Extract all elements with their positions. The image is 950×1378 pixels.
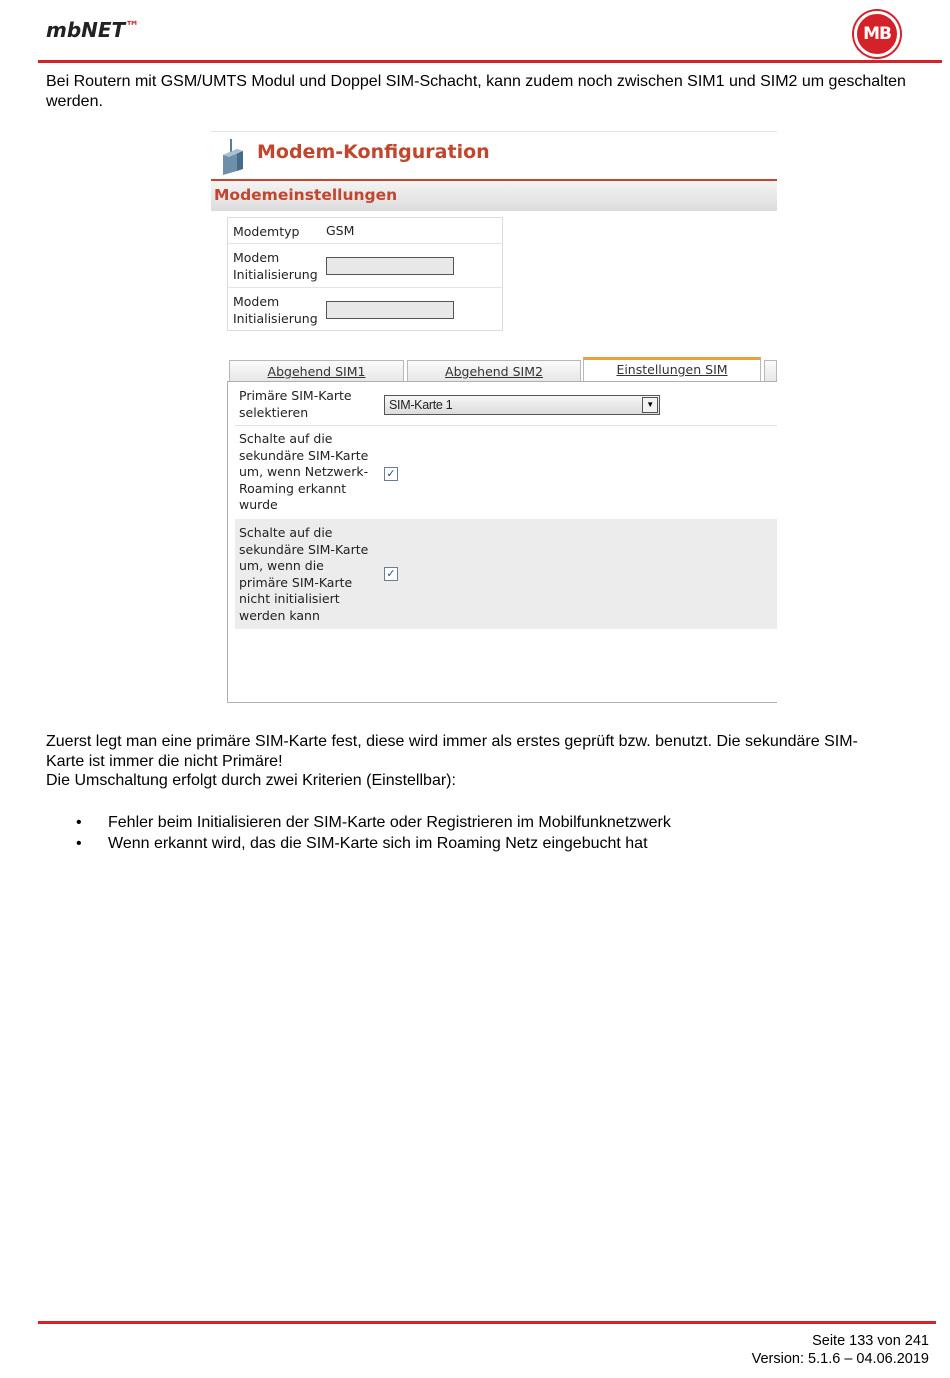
init-fail-label-line-4: primäre SIM-Karte bbox=[239, 574, 353, 590]
init-fail-label-line-2: sekundäre SIM-Karte bbox=[239, 541, 369, 557]
modem-icon bbox=[217, 137, 245, 175]
header-divider bbox=[38, 60, 942, 63]
init-fail-switch-label bbox=[239, 525, 379, 625]
tab-abgehend-sim1[interactable]: Abgehend SIM1 bbox=[229, 360, 404, 382]
primary-sim-label bbox=[239, 388, 379, 421]
init-fail-switch-row bbox=[235, 519, 777, 629]
primary-sim-label-line-1: Primäre SIM-Karte bbox=[239, 388, 352, 403]
explanation-line-2: Karte ist immer die nicht Primäre! bbox=[46, 752, 283, 770]
checkbox-check-icon: ✓ bbox=[386, 567, 396, 580]
primary-sim-label-line-2: selektieren bbox=[239, 404, 309, 420]
mbnet-logo bbox=[46, 18, 139, 42]
page-footer bbox=[752, 1332, 929, 1368]
modem-settings-table bbox=[227, 217, 503, 331]
roaming-label-line-3: um, wenn Netzwerk- bbox=[239, 464, 369, 480]
sim-tabs-panel bbox=[227, 357, 777, 703]
init-fail-switch-checkbox[interactable] bbox=[384, 567, 398, 581]
init-fail-label-line-3: um, wenn die bbox=[239, 558, 324, 574]
roaming-switch-label bbox=[239, 431, 379, 514]
modem-init-label-1-line-2: Initialisierung bbox=[233, 267, 318, 282]
modem-init-row-1 bbox=[228, 244, 502, 288]
tab-overflow[interactable] bbox=[764, 360, 777, 382]
list-item: • Fehler beim Initialisieren der SIM-Karte oder Registrieren im Mobilfunknetzwerk bbox=[46, 812, 671, 833]
modem-config-screenshot bbox=[211, 131, 777, 703]
list-item: • Wenn erkannt wird, das die SIM-Karte sich im Roaming Netz eingebucht hat bbox=[46, 833, 671, 854]
modem-init-row-2 bbox=[228, 288, 502, 331]
mb-badge-logo: MB bbox=[854, 11, 900, 57]
modem-init-label-1-line-1: Modem bbox=[233, 250, 280, 265]
logo-text: mbNET bbox=[46, 18, 126, 42]
init-fail-label-line-6: werden kann bbox=[239, 607, 320, 623]
page-number: Seite 133 von 241 bbox=[812, 1333, 929, 1349]
init-fail-label-line-5: nicht initialisiert bbox=[239, 591, 340, 607]
section-title: Modemeinstellungen bbox=[214, 186, 398, 204]
criteria-list bbox=[46, 812, 671, 854]
section-header bbox=[211, 179, 777, 211]
init-fail-label-line-1: Schalte auf die bbox=[239, 525, 333, 540]
screenshot-top-line bbox=[211, 131, 777, 132]
tab-einstellungen-sim[interactable]: Einstellungen SIM bbox=[583, 357, 761, 383]
screenshot-title: Modem-Konfiguration bbox=[257, 141, 490, 163]
select-arrow-icon[interactable]: ▼ bbox=[642, 397, 658, 413]
modem-init-input-1[interactable] bbox=[326, 257, 454, 275]
roaming-label-line-2: sekundäre SIM-Karte bbox=[239, 447, 369, 463]
modem-init-input-2[interactable] bbox=[326, 301, 454, 319]
explanation-line-3: Die Umschaltung erfolgt durch zwei Kriterien (Einstellbar): bbox=[46, 772, 456, 789]
modem-init-label-2-line-2: Initialisierung bbox=[233, 311, 318, 326]
roaming-switch-row bbox=[235, 427, 777, 519]
roaming-label-line-4: Roaming erkannt bbox=[239, 480, 347, 496]
logo-trademark: ™ bbox=[125, 19, 140, 35]
primary-sim-selected-value: SIM-Karte 1 bbox=[389, 398, 453, 412]
modem-init-label-2-line-1: Modem bbox=[233, 294, 280, 309]
modem-type-row bbox=[228, 218, 502, 244]
modem-init-label-1 bbox=[233, 249, 318, 283]
primary-sim-select[interactable] bbox=[384, 395, 660, 415]
footer-divider bbox=[38, 1321, 936, 1324]
modem-type-label: Modemtyp bbox=[233, 224, 300, 239]
version-info: Version: 5.1.6 – 04.06.2019 bbox=[751, 1351, 929, 1367]
modem-init-label-2 bbox=[233, 293, 318, 327]
sim-settings-body bbox=[227, 381, 777, 703]
primary-sim-row bbox=[235, 384, 777, 426]
intro-paragraph: Bei Routern mit GSM/UMTS Modul und Doppel SIM-Schacht, kann zudem noch zwischen SIM1 und SIM2 um geschalten werden. bbox=[46, 73, 906, 110]
explanation-line-1: Zuerst legt man eine primäre SIM-Karte fest, diese wird immer als erstes geprüft bzw. benutzt. Die sekundäre SIM- bbox=[46, 733, 858, 750]
checkbox-check-icon: ✓ bbox=[386, 467, 396, 480]
roaming-label-line-5: wurde bbox=[239, 497, 278, 513]
explanation-paragraph bbox=[46, 732, 936, 791]
roaming-switch-checkbox[interactable] bbox=[384, 467, 398, 481]
modem-type-value: GSM bbox=[326, 223, 355, 238]
roaming-label-line-1: Schalte auf die bbox=[239, 431, 333, 446]
tab-abgehend-sim2[interactable]: Abgehend SIM2 bbox=[407, 360, 581, 382]
